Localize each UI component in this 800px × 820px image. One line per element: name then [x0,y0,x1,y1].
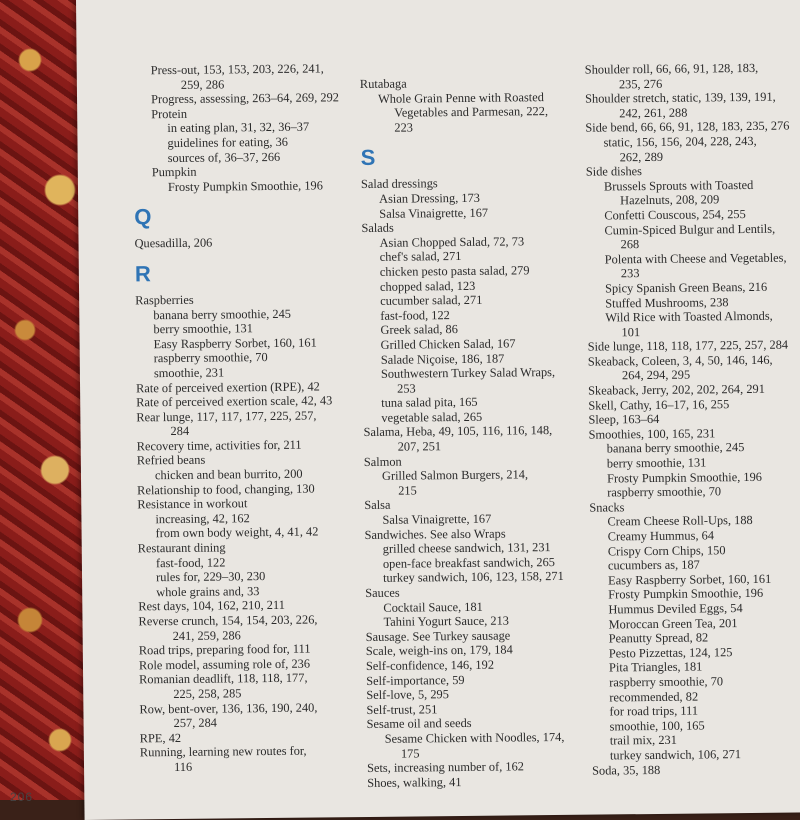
index-entry: Salads [361,220,394,236]
index-entry: Salama, Heba, 49, 105, 116, 116, 148, [363,423,553,440]
index-entry: Skeaback, Jerry, 202, 202, 264, 291 [588,381,765,398]
index-entry: raspberry smoothie, 70 [153,350,268,366]
index-entry: Skeaback, Coleen, 3, 4, 50, 146, 146, [587,352,773,369]
index-entry: static, 156, 156, 204, 228, 243, [603,133,757,150]
index-entry: banana berry smoothie, 245 [153,306,292,322]
index-entry: Protein [151,106,188,121]
index-entry: Self-trust, 251 [366,702,438,717]
index-entry: berry smoothie, 131 [153,321,253,337]
index-entry: Road trips, preparing food for, 111 [138,641,311,658]
section-letter-q: Q [134,204,152,230]
index-entry: Cream Cheese Roll-Ups, 188 [607,513,753,529]
index-entry: Self-importance, 59 [366,672,465,688]
index-entry: Whole Grain Penne with Roasted [377,89,544,106]
index-entry: tuna salad pita, 165 [381,395,478,411]
index-entry: Progress, assessing, 263–64, 269, 292 [150,90,340,107]
index-entry: 253 [397,381,416,396]
index-entry: 241, 259, 286 [172,627,241,643]
index-entry: Recovery time, activities for, 211 [136,437,302,454]
index-entry: chicken and bean burrito, 200 [154,466,303,483]
index-entry: Moroccan Green Tea, 201 [608,615,738,632]
index-entry: Reverse crunch, 154, 154, 203, 226, [138,612,318,629]
index-entry: Quesadilla, 206 [134,235,213,251]
index-column-1 [133,61,380,775]
section-letter-s: S [360,145,376,171]
page-number: 206 [10,790,34,804]
index-entry: smoothie, 100, 165 [609,718,705,734]
index-entry: Salmon [363,454,402,469]
index-entry: Shoes, walking, 41 [367,774,462,790]
index-entry: chicken pesto pasta salad, 279 [379,263,530,279]
index-entry: Spicy Spanish Green Beans, 216 [604,279,768,296]
index-entry: Crispy Corn Chips, 150 [607,542,726,559]
index-entry: 235, 276 [618,76,663,91]
index-entry: chopped salad, 123 [379,278,476,294]
index-entry: Press-out, 153, 153, 203, 226, 241, [150,61,324,78]
index-entry: Sets, increasing number of, 162 [366,759,525,776]
index-entry: Rear lunge, 117, 117, 177, 225, 257, [136,408,317,425]
index-entry: from own body weight, 4, 41, 42 [155,524,319,541]
index-entry: Polenta with Cheese and Vegetables, [604,250,787,267]
index-entry: Soda, 35, 188 [592,762,661,778]
index-entry: vegetable salad, 265 [381,409,483,425]
index-entry: Asian Chopped Salad, 72, 73 [379,234,525,250]
index-page [76,0,800,820]
index-entry: Salad dressings [360,176,438,192]
index-entry: Self-confidence, 146, 192 [365,657,495,673]
index-entry: Smoothies, 100, 165, 231 [588,426,716,442]
index-entry: fast-food, 122 [380,307,450,323]
index-entry: cucumbers as, 187 [607,557,700,573]
index-entry: Easy Raspberry Sorbet, 160, 161 [153,335,317,351]
index-entry: sources of, 36–37, 266 [167,149,281,165]
index-entry: in eating plan, 31, 32, 36–37 [167,119,310,136]
index-entry: Asian Dressing, 173 [379,190,481,206]
index-entry: Sesame Chicken with Noodles, 174, [384,729,565,746]
index-entry: 262, 289 [619,149,664,164]
index-entry: Skell, Cathy, 16–17, 16, 255 [588,396,730,413]
index-entry: Self-love, 5, 295 [366,687,449,703]
index-entry: Grilled Chicken Salad, 167 [380,336,516,352]
index-entry: Cocktail Sauce, 181 [383,599,483,615]
index-entry: Sesame oil and seeds [366,716,472,732]
index-entry: Scale, weigh-ins on, 179, 184 [365,642,513,659]
index-entry: Relationship to food, changing, 130 [137,481,315,498]
index-entry: Sauces [365,585,400,601]
index-entry: Row, bent-over, 136, 136, 190, 240, [139,700,318,716]
index-entry: Shoulder roll, 66, 66, 91, 128, 183, [584,60,759,77]
s-entries [361,175,607,790]
index-entry: 259, 286 [180,77,225,92]
index-entry: Side bend, 66, 66, 91, 128, 183, 235, 276 [585,118,790,136]
index-entry: Stuffed Mushrooms, 238 [605,294,729,310]
index-entry: Raspberries [135,292,194,308]
index-entry: berry smoothie, 131 [606,455,707,471]
index-column-3 [585,60,800,778]
index-entry: smoothie, 231 [153,365,225,381]
index-entry: Frosty Pumpkin Smoothie, 196 [608,586,764,602]
index-entry: Pita Triangles, 181 [608,659,703,675]
index-entry: Salsa [364,498,391,513]
index-entry: Tahini Yogurt Sauce, 213 [383,613,510,630]
index-entry: Salsa Vinaigrette, 167 [379,205,489,221]
index-entry: Frosty Pumpkin Smoothie, 196 [606,469,763,486]
index-entry: fast-food, 122 [155,555,226,570]
index-entry: Pesto Pizzettas, 124, 125 [608,644,733,661]
rutabaga-entries [360,75,601,136]
index-entry: Rate of perceived exertion (RPE), 42 [135,378,320,395]
index-entry: Salade Niçoise, 186, 187 [380,351,505,367]
index-entry: Frosty Pumpkin Smoothie, 196 [167,178,323,194]
index-entry: Romanian deadlift, 118, 118, 177, [139,670,308,687]
index-entry: Shoulder stretch, static, 139, 139, 191, [584,89,776,106]
index-entry: 207, 251 [397,439,442,454]
index-entry: Peanutty Spread, 82 [608,630,709,646]
index-entry: Sausage. See Turkey sausage [365,628,511,644]
index-entry: Snacks [589,500,625,515]
index-entry: Grilled Salmon Burgers, 214, [381,467,529,484]
index-entry: increasing, 42, 162 [155,511,250,527]
index-entry: turkey sandwich, 106, 271 [609,746,742,763]
index-entry: whole grains and, 33 [156,583,260,600]
index-entry: Restaurant dining [137,540,226,556]
index-entry: Side lunge, 118, 118, 177, 225, 257, 284 [587,337,789,354]
index-entry: for road trips, 111 [609,703,699,719]
index-entry: Easy Raspberry Sorbet, 160, 161 [608,571,772,588]
index-entry: 257, 284 [173,715,218,731]
index-entry: Cumin-Spiced Bulgur and Lentils, [604,221,776,238]
index-entry: Salsa Vinaigrette, 167 [382,511,492,527]
index-entry: Rutabaga [359,76,407,92]
index-entry: 223 [394,120,414,135]
index-entry: Confetti Couscous, 254, 255 [604,206,746,223]
index-entry: recommended, 82 [609,689,699,704]
index-entry: cucumber salad, 271 [380,292,483,308]
index-entry: Sandwiches. See also Wraps [364,526,506,542]
index-entry: 284 [170,424,190,439]
index-entry: 101 [621,324,641,339]
index-entry: Creamy Hummus, 64 [607,528,715,544]
index-entry: 268 [620,237,640,252]
p-entries [133,61,374,195]
index-entry: open-face breakfast sandwich, 265 [382,554,556,571]
index-entry: banana berry smoothie, 245 [606,440,745,456]
index-entry: 225, 258, 285 [173,686,242,701]
index-entry: Hazelnuts, 208, 209 [620,192,720,208]
index-entry: 242, 261, 288 [619,105,688,121]
index-entry: 215 [398,483,417,498]
s-entries-continued [585,60,800,778]
index-entry: raspberry smoothie, 70 [607,484,722,500]
index-entry: Running, learning new routes for, [139,743,307,760]
q-entries [134,234,374,251]
index-entry: RPE, 42 [139,730,182,746]
index-entry: 116 [173,759,193,774]
index-entry: 233 [620,266,640,281]
index-entry: Resistance in workout [137,496,248,512]
index-entry: turkey sandwich, 106, 123, 158, 271 [382,569,564,586]
index-entry: Wild Rice with Toasted Almonds, [605,308,773,325]
index-entry: Role model, assuming role of, 236 [138,656,311,673]
index-entry: Brussels Sprouts with Toasted [603,177,754,194]
index-entry: Refried beans [136,453,206,468]
index-entry: 175 [400,745,420,761]
index-entry: Rate of perceived exertion scale, 42, 43 [136,393,333,410]
r-entries [135,291,380,775]
index-entry: Sleep, 163–64 [588,412,660,427]
index-entry: chef's salad, 271 [379,249,462,265]
index-entry: Pumpkin [151,164,197,180]
index-entry: Vegetables and Parmesan, 222, [394,104,549,120]
index-entry: raspberry smoothie, 70 [609,674,724,690]
index-entry: Hummus Deviled Eggs, 54 [608,601,743,617]
index-entry: Greek salad, 86 [380,322,458,338]
index-entry: Rest days, 104, 162, 210, 211 [138,598,285,614]
index-entry: guidelines for eating, 36 [167,134,289,151]
index-entry: Southwestern Turkey Salad Wraps, [380,365,556,381]
index-entry: 264, 294, 295 [621,368,691,383]
index-entry: grilled cheese sandwich, 131, 231 [382,540,551,557]
section-letter-r: R [134,261,151,287]
index-entry: Side dishes [585,164,643,179]
index-column-2 [360,75,607,791]
index-entry: trail mix, 231 [609,733,677,748]
index-entry: rules for, 229–30, 230 [155,569,266,585]
